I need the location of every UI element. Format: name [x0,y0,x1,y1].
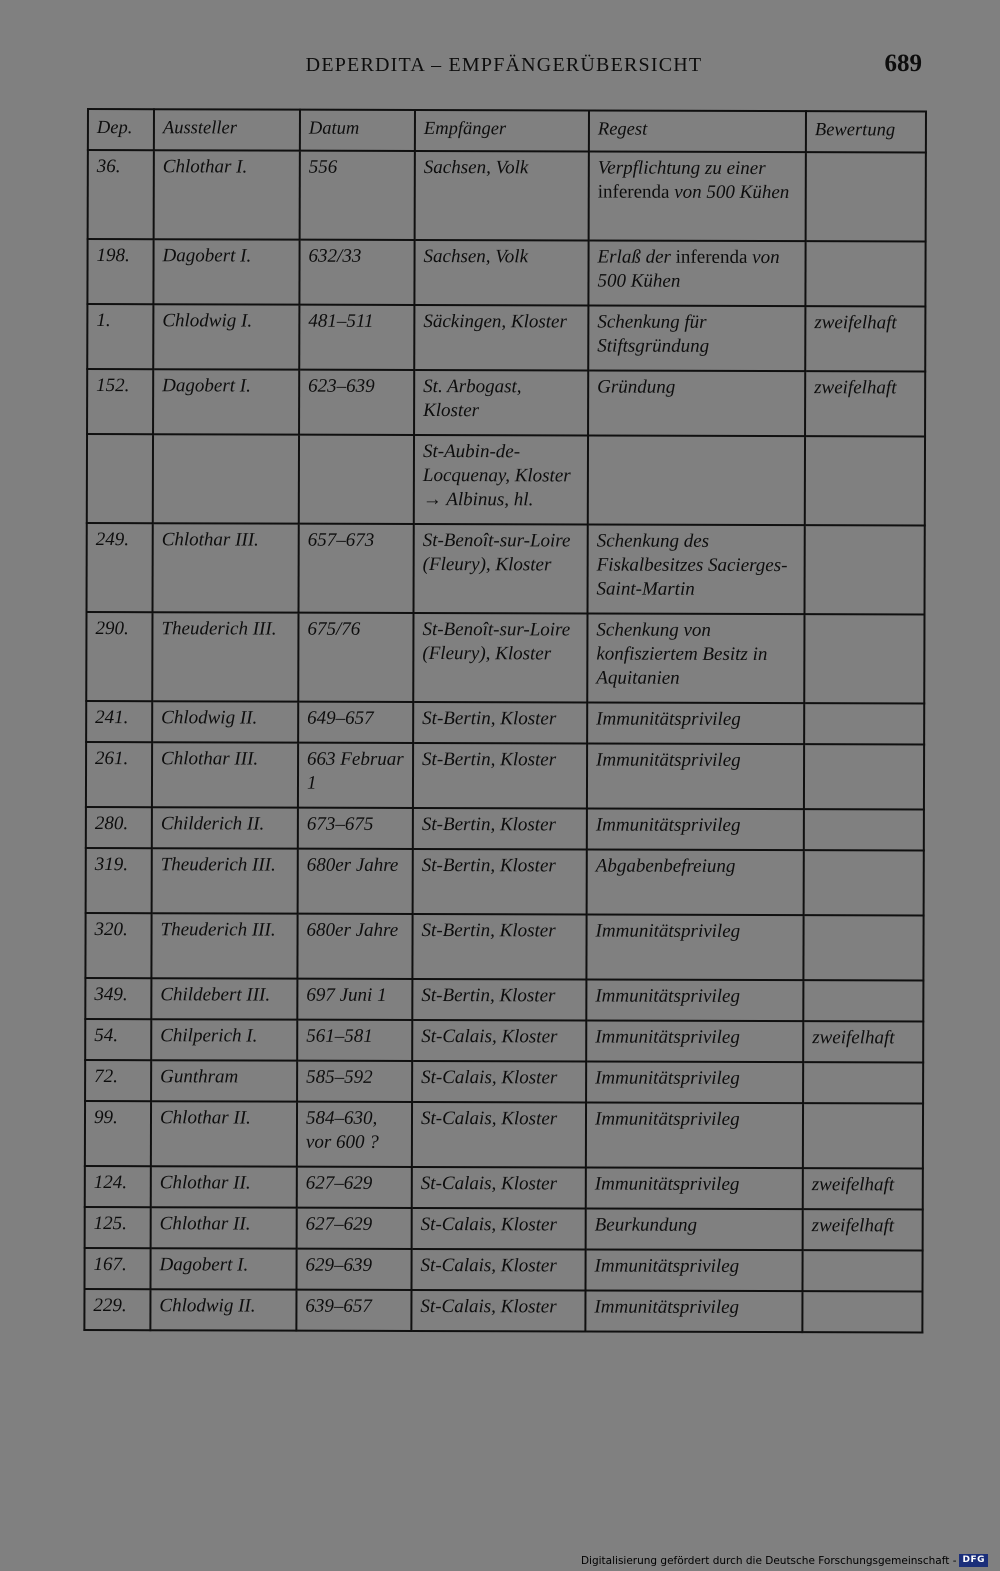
regest-fragment: Immunitätsprivileg [594,1255,740,1277]
cell-regest [588,524,805,614]
cell-dep: 249. [87,523,153,612]
cell-dep [87,434,153,523]
column-header-regest: Regest [589,110,806,152]
cell-aussteller: Gunthram [151,1060,297,1101]
page-number: 689 [884,50,922,77]
cell-aussteller: Chlodwig II. [150,1289,296,1330]
table-row [84,1289,922,1332]
cell-datum [299,435,414,524]
cell-aussteller: Chlothar III. [153,523,299,612]
table-row [86,848,924,915]
table-row [87,434,925,525]
cell-aussteller: Theuderich III. [152,848,298,913]
cell-datum: 673–675 [298,808,413,849]
cell-empfaenger: St-Calais, Kloster [411,1249,585,1291]
cell-empfaenger: St-Calais, Kloster [412,1020,586,1062]
cell-dep: 198. [87,239,153,304]
column-header-dep: Dep. [88,109,154,150]
cell-aussteller: Chlodwig I. [153,304,299,369]
cell-empfaenger: St-Bertin, Kloster [413,702,587,744]
cell-aussteller: Childerich II. [152,807,298,848]
cell-empfaenger: St-Bertin, Kloster [413,808,587,850]
cell-empfaenger: St-Bertin, Kloster [412,979,586,1021]
cell-empfaenger: Sachsen, Volk [414,240,588,306]
cell-empfaenger: St-Bertin, Kloster [412,914,586,980]
cell-datum: 632/33 [299,240,414,305]
cell-regest [587,808,804,850]
cell-dep: 320. [85,913,151,978]
cell-datum: 627–629 [297,1167,412,1208]
cell-dep: 280. [86,807,152,848]
table-body [84,150,925,1332]
cell-regest [588,240,805,306]
table-row [87,304,925,371]
cell-bewertung [803,915,923,980]
cell-datum: 585–592 [297,1061,412,1102]
table-row [86,742,924,809]
table-row [85,1101,923,1168]
deperdita-table [83,108,927,1333]
cell-dep: 152. [87,369,153,434]
cell-regest [587,702,804,744]
cell-datum: 481–511 [299,305,414,370]
cell-datum: 649–657 [298,702,413,743]
regest-fragment: inferenda [597,181,670,203]
cell-aussteller: Chlothar II. [151,1166,297,1207]
table-row [86,612,924,703]
regest-fragment: Immunitätsprivileg [594,1296,740,1318]
regest-fragment: Schenkung für Stiftsgründung [597,311,710,357]
cell-bewertung [803,1062,923,1103]
cell-empfaenger: St-Benoît-sur-Loire (Fleury), Kloster [414,524,588,614]
cell-regest [586,1167,803,1209]
cell-datum: 675/76 [298,613,413,702]
cell-dep: 349. [85,978,151,1019]
regest-fragment: Immunitätsprivileg [594,1108,740,1130]
cell-dep: 54. [85,1019,151,1060]
cell-bewertung: zweifelhaft [803,1209,923,1250]
cell-dep: 261. [86,742,152,807]
table-row [85,1060,923,1103]
cell-regest [587,613,804,703]
cell-dep: 241. [86,701,152,742]
cell-bewertung: zweifelhaft [805,306,925,371]
table-row [86,701,924,744]
table-row [87,369,925,436]
regest-fragment: Gründung [597,376,676,398]
cell-dep: 167. [84,1248,150,1289]
cell-bewertung [805,241,925,306]
cell-bewertung [804,809,924,850]
cell-aussteller: Theuderich III. [152,612,298,701]
cell-regest [589,151,806,241]
cell-bewertung: zweifelhaft [803,1168,923,1209]
cell-regest [588,435,805,525]
cell-empfaenger: St-Calais, Kloster [412,1061,586,1103]
cell-datum: 639–657 [296,1290,411,1331]
cell-bewertung [804,850,924,915]
cell-aussteller: Childebert III. [151,978,297,1019]
cell-datum: 561–581 [297,1020,412,1061]
cell-datum: 657–673 [299,524,414,613]
cell-bewertung [803,980,923,1021]
cell-dep: 125. [85,1207,151,1248]
cell-regest [586,914,803,980]
cell-regest [587,849,804,915]
cell-aussteller: Theuderich III. [151,913,297,978]
cell-dep: 72. [85,1060,151,1101]
column-header-aussteller: Aussteller [154,109,300,150]
cell-empfaenger: St-Calais, Kloster [412,1208,586,1250]
column-header-bewertung: Bewertung [806,111,926,152]
cell-bewertung [802,1291,922,1332]
cell-regest [585,1249,802,1291]
regest-fragment: Immunitätsprivileg [595,814,741,836]
cell-datum: 680er Jahre [298,849,413,914]
cell-empfaenger: St-Bertin, Kloster [413,849,587,915]
cell-dep: 290. [86,612,152,701]
running-title: DEPERDITA – EMPFÄNGERÜBERSICHT [305,54,703,76]
cell-regest [586,1102,803,1168]
cell-bewertung [804,703,924,744]
digitization-credit [581,1554,988,1567]
cell-regest [585,1290,802,1332]
cell-regest [588,370,805,436]
table-row [85,1166,923,1209]
cell-dep: 1. [87,304,153,369]
cell-regest [586,1061,803,1103]
cell-empfaenger: St-Calais, Kloster [412,1167,586,1209]
cell-empfaenger: St-Calais, Kloster [411,1290,585,1332]
table-row [85,1207,923,1250]
cell-bewertung [805,436,925,525]
table-row [85,978,923,1021]
cell-empfaenger: St-Benoît-sur-Loire (Fleury), Kloster [413,613,587,703]
cell-aussteller: Chlothar II. [151,1101,297,1166]
cell-dep: 36. [88,150,154,239]
page-header [86,50,922,84]
cell-bewertung: zweifelhaft [803,1021,923,1062]
cell-aussteller: Chlothar I. [154,150,300,239]
regest-fragment: Immunitätsprivileg [594,1173,740,1195]
regest-fragment: Immunitätsprivileg [596,749,741,771]
regest-fragment: von 500 Kühen [669,181,790,204]
cell-regest [586,1208,803,1250]
cell-aussteller: Chlothar II. [151,1207,297,1248]
cell-bewertung [804,744,924,809]
cell-datum: 697 Juni 1 [297,979,412,1020]
cell-regest [586,979,803,1021]
cell-dep: 99. [85,1101,151,1166]
regest-fragment: Erlaß der [597,246,676,268]
cell-bewertung [804,614,924,703]
table-row [87,523,925,614]
dfg-logo: DFG [959,1554,988,1567]
cell-regest [587,743,804,809]
cell-empfaenger: Sachsen, Volk [415,151,589,241]
cell-empfaenger: Säckingen, Kloster [414,305,588,371]
cell-regest [586,1020,803,1062]
credit-text: Digitalisierung gefördert durch die Deutsche Forschungsgemeinschaft - [580,1554,957,1567]
cell-datum: 584–630, vor 600 ? [297,1102,412,1167]
cell-bewertung [803,1103,923,1168]
cell-aussteller: Chilperich I. [151,1019,297,1060]
cell-empfaenger: St-Calais, Kloster [412,1102,586,1168]
cell-datum: 627–629 [297,1208,412,1249]
regest-fragment: Beurkundung [594,1214,698,1236]
regest-fragment: Immunitätsprivileg [596,708,741,730]
cell-datum: 663 Februar 1 [298,743,413,808]
cell-dep: 124. [85,1166,151,1207]
cell-bewertung [806,152,926,241]
table-header-row [88,109,926,152]
table-row [85,913,923,980]
cell-bewertung [802,1250,922,1291]
cell-aussteller: Dagobert I. [153,239,299,304]
regest-fragment: von 500 Kühen [597,246,780,292]
table-row [86,807,924,850]
cell-empfaenger: St-Aubin-de-Locquenay, Kloster → Albinus, hl. [414,435,588,525]
cell-empfaenger: St-Bertin, Kloster [413,743,587,809]
regest-fragment: Verpflichtung zu einer [597,157,766,180]
cell-datum: 556 [300,151,415,240]
table-row [87,239,925,306]
cell-aussteller: Chlodwig II. [152,701,298,742]
regest-fragment: Schenkung des Fiskalbesitzes Sacierges-Saint-Martin [596,530,788,600]
cell-regest [588,305,805,371]
cell-datum: 623–639 [299,370,414,435]
cell-aussteller: Chlothar III. [152,742,298,807]
table-row [88,150,926,241]
regest-fragment: inferenda [675,246,748,268]
regest-fragment: Immunitätsprivileg [595,1067,740,1089]
column-header-empfaenger: Empfänger [415,110,589,152]
cell-bewertung [805,525,925,614]
column-header-datum: Datum [300,110,415,151]
regest-fragment: Schenkung von konfisziertem Besitz in Aquitanien [596,619,768,689]
cell-aussteller: Dagobert I. [153,369,299,434]
regest-fragment: Abgabenbefreiung [595,855,736,877]
table-row [84,1248,922,1291]
cell-aussteller [153,434,299,523]
regest-fragment: Immunitätsprivileg [595,920,741,942]
cell-aussteller: Dagobert I. [150,1248,296,1289]
cell-bewertung: zweifelhaft [805,371,925,436]
cell-datum: 680er Jahre [297,914,412,979]
cell-datum: 629–639 [296,1249,411,1290]
cell-empfaenger: St. Arbogast, Kloster [414,370,588,436]
regest-fragment: Immunitätsprivileg [595,1026,740,1048]
cell-dep: 319. [86,848,152,913]
table-row [85,1019,923,1062]
cell-dep: 229. [84,1289,150,1330]
regest-fragment: Immunitätsprivileg [595,985,741,1007]
